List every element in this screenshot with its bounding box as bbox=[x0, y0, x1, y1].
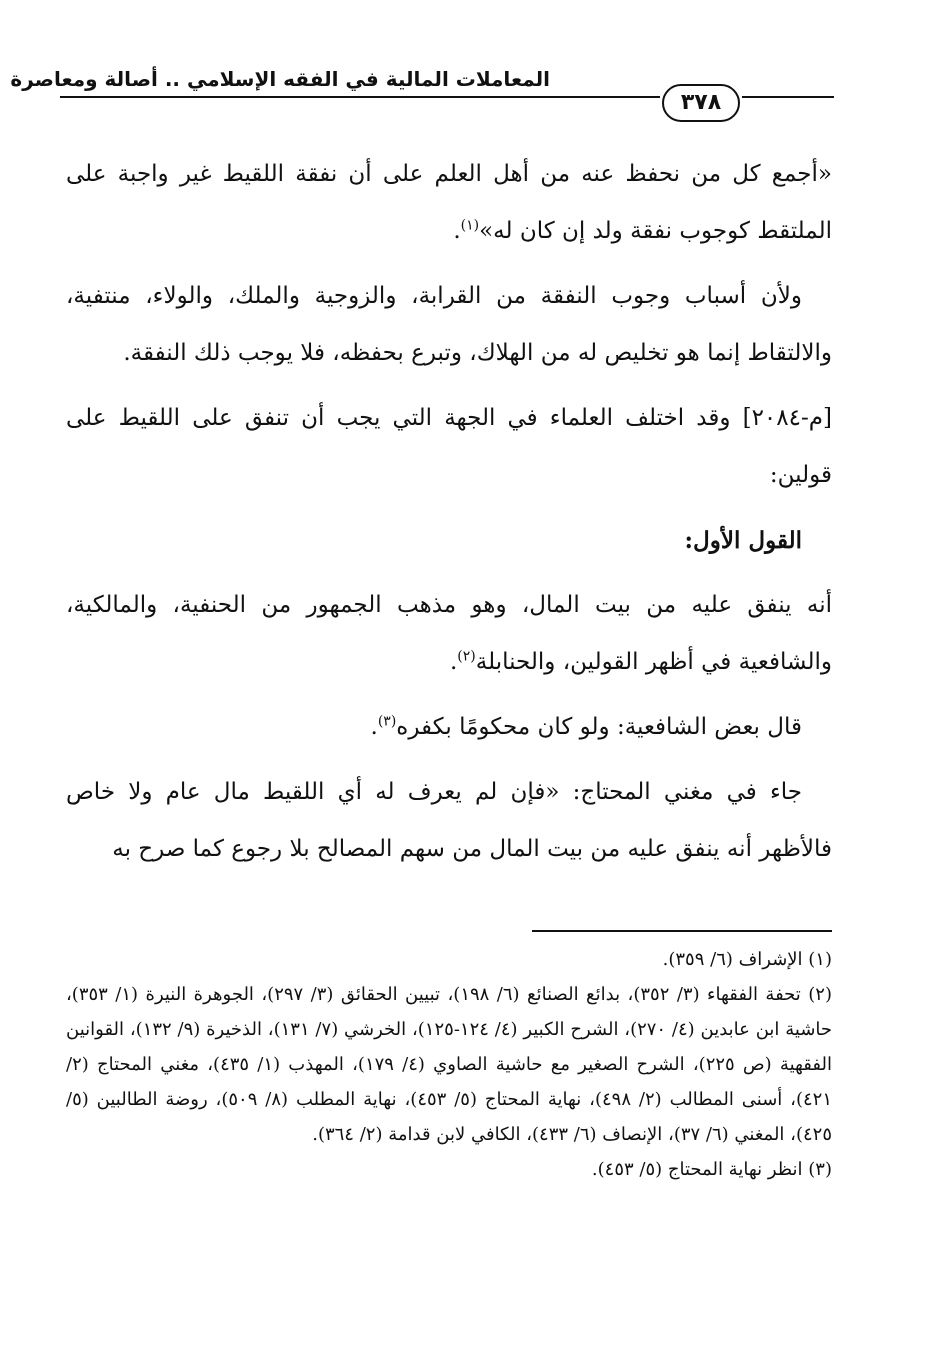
paragraph-first-opinion bbox=[66, 577, 832, 691]
running-header-title: المعاملات المالية في الفقه الإسلامي .. أصالة ومعاصرة bbox=[10, 67, 550, 91]
main-text bbox=[66, 146, 832, 886]
paragraph-text: أنه ينفق عليه من بيت المال، وهو مذهب الجمهور من الحنفية، والمالكية، والشافعية في أظهر القولين، والحنابلة bbox=[66, 592, 832, 675]
footnote-3: (٣) انظر نهاية المحتاج (٥/ ٤٥٣). bbox=[591, 1159, 832, 1180]
paragraph-mughni-quote: جاء في مغني المحتاج: «فإن لم يعرف له أي اللقيط مال عام ولا خاص فالأظهر أنه ينفق عليه من بيت المال من سهم المصالح بلا رجوع كما صرح به bbox=[66, 779, 832, 862]
footnote-ref-3[interactable]: (٣) bbox=[377, 713, 397, 730]
paragraph-end: . bbox=[370, 714, 378, 740]
paragraph-text: «أجمع كل من نحفظ عنه من أهل العلم على أن نفقة اللقيط غير واجبة على الملتقط كوجوب نفقة ولد إن كان له» bbox=[66, 161, 832, 244]
footnote-separator bbox=[532, 930, 832, 932]
paragraph-text: قال بعض الشافعية: ولو كان محكومًا بكفره bbox=[396, 714, 802, 740]
paragraph-shafii-note bbox=[66, 699, 832, 756]
paragraph-reasons: ولأن أسباب وجوب النفقة من القرابة، والزوجية والملك، والولاء، منتفية، والالتقاط إنما هو تخليص له من الهلاك، وتبرع بحفظه، فلا يوجب ذلك النفقة. bbox=[66, 283, 832, 366]
footnote-1: (١) الإشراف (٦/ ٣٥٩). bbox=[662, 949, 832, 970]
paragraph-quote-ijma bbox=[66, 146, 832, 260]
footnote-ref-2[interactable]: (٢) bbox=[457, 648, 476, 665]
footnote-2: (٢) تحفة الفقهاء (٣/ ٣٥٢)، بدائع الصنائع (٦/ ١٩٨)، تبيين الحقائق (٣/ ٢٩٧)، الجوهرة النيرة (١/ ٣٥٣)، حاشية ابن عابدين (٤/ ٢٧٠)، الشرح الكبير (٤/ ١٢٤-١٢٥)، الخرشي (٧/ ١٣١)، الذخيرة (٩/ ١٣٢)، القوانين الفقهية (ص ٢٢٥)، الشرح الصغير مع حاشية الصاوي (٤/ ١٧٩)، المهذب (١/ ٤٣٥)، مغني المحتاج (٢/ ٤٢١)، أسنى المطالب (٢/ ٤٩٨)، نهاية المحتاج (٥/ ٤٥٣)، نهاية المطلب (٨/ ٥٠٩)، روضة الطالبين (٥/ ٤٢٥)، المغني (٦/ ٣٧)، الإنصاف (٦/ ٤٣٣)، الكافي لابن قدامة (٢/ ٣٦٤). bbox=[66, 984, 833, 1145]
paragraph-end: . bbox=[453, 218, 461, 244]
header-rule bbox=[60, 96, 660, 98]
footnotes bbox=[66, 942, 832, 1187]
page-number-badge: ٣٧٨ bbox=[662, 84, 740, 122]
section-heading-first-opinion: القول الأول: bbox=[684, 527, 802, 554]
footnote-ref-1[interactable]: (١) bbox=[460, 217, 480, 234]
header-rule-right bbox=[742, 96, 834, 98]
paragraph-issue: [م-٢٠٨٤] وقد اختلف العلماء في الجهة التي يجب أن تنفق على اللقيط على قولين: bbox=[66, 405, 832, 488]
paragraph-end: . bbox=[449, 649, 458, 675]
